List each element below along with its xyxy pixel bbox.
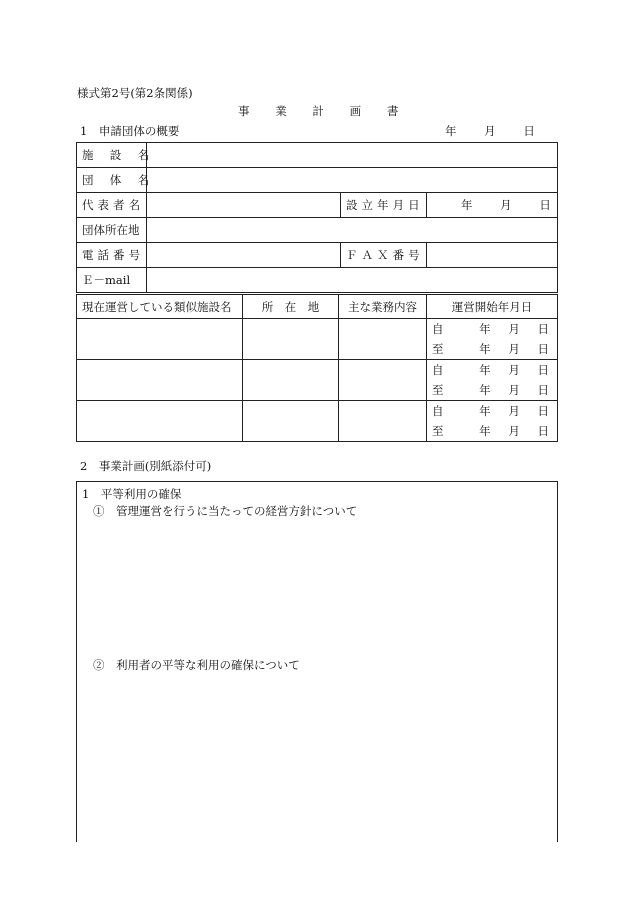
group-name-label: 団 体 名: [77, 168, 147, 193]
row2-to: 至 年 月 日: [432, 383, 549, 397]
page-title: 事 業 計 画 書: [238, 104, 403, 118]
row3-facility-field[interactable]: [77, 401, 243, 442]
box-heading: 1 平等利用の確保: [82, 487, 182, 501]
row3-business-field[interactable]: [339, 401, 427, 442]
item1-policy: ① 管理運営を行うに当たっての経営方針について: [93, 504, 358, 518]
date-day-label: 日: [523, 124, 535, 138]
facility-name-field[interactable]: [147, 143, 558, 168]
row1-facility-field[interactable]: [77, 319, 243, 360]
row3-from: 自 年 月 日: [432, 404, 549, 418]
row1-period[interactable]: [427, 319, 558, 360]
established-label: 設立年月日: [341, 193, 427, 218]
representative-label: 代表者名: [77, 193, 147, 218]
org-info-table: [76, 142, 558, 293]
phone-label: 電話番号: [77, 243, 147, 268]
email-field[interactable]: [147, 268, 558, 293]
address-label: 団体所在地: [77, 218, 147, 243]
similar-facility-table: [76, 294, 558, 442]
section1-heading: 1 申請団体の概要: [80, 124, 180, 138]
row1-business-field[interactable]: [339, 319, 427, 360]
section2-heading: 2 事業計画(別紙添付可): [80, 459, 212, 473]
email-label: Ｅ－mail: [77, 268, 147, 293]
phone-field[interactable]: [147, 243, 341, 268]
application-date: [445, 126, 535, 138]
row1-to: 至 年 月 日: [432, 342, 549, 356]
row3-period[interactable]: [427, 401, 558, 442]
fax-label: ＦＡＸ番号: [341, 243, 427, 268]
header-business: 主な業務内容: [339, 295, 427, 319]
est-year: 年: [461, 198, 473, 212]
row3-to: 至 年 月 日: [432, 424, 549, 438]
est-month: 月: [500, 198, 512, 212]
est-day: 日: [539, 198, 551, 212]
header-start-date: 運営開始年月日: [427, 295, 558, 319]
row2-period[interactable]: [427, 360, 558, 401]
date-month-label: 月: [484, 124, 496, 138]
row2-business-field[interactable]: [339, 360, 427, 401]
header-facility-name: 現在運営している類似施設名: [77, 295, 243, 319]
established-field[interactable]: [427, 193, 558, 218]
header-location: 所 在 地: [243, 295, 339, 319]
representative-field[interactable]: [147, 193, 341, 218]
row1-location-field[interactable]: [243, 319, 339, 360]
facility-name-label: 施 設 名: [77, 143, 147, 168]
item2-equal-use: ② 利用者の平等な利用の確保について: [93, 658, 300, 672]
row1-from: 自 年 月 日: [432, 322, 549, 336]
row2-from: 自 年 月 日: [432, 363, 549, 377]
date-year-label: 年: [445, 124, 457, 138]
row2-facility-field[interactable]: [77, 360, 243, 401]
address-field[interactable]: [147, 218, 558, 243]
business-plan-box[interactable]: [76, 481, 558, 842]
fax-field[interactable]: [427, 243, 558, 268]
row3-location-field[interactable]: [243, 401, 339, 442]
form-id: 様式第2号(第2条関係): [77, 86, 193, 100]
row2-location-field[interactable]: [243, 360, 339, 401]
group-name-field[interactable]: [147, 168, 558, 193]
